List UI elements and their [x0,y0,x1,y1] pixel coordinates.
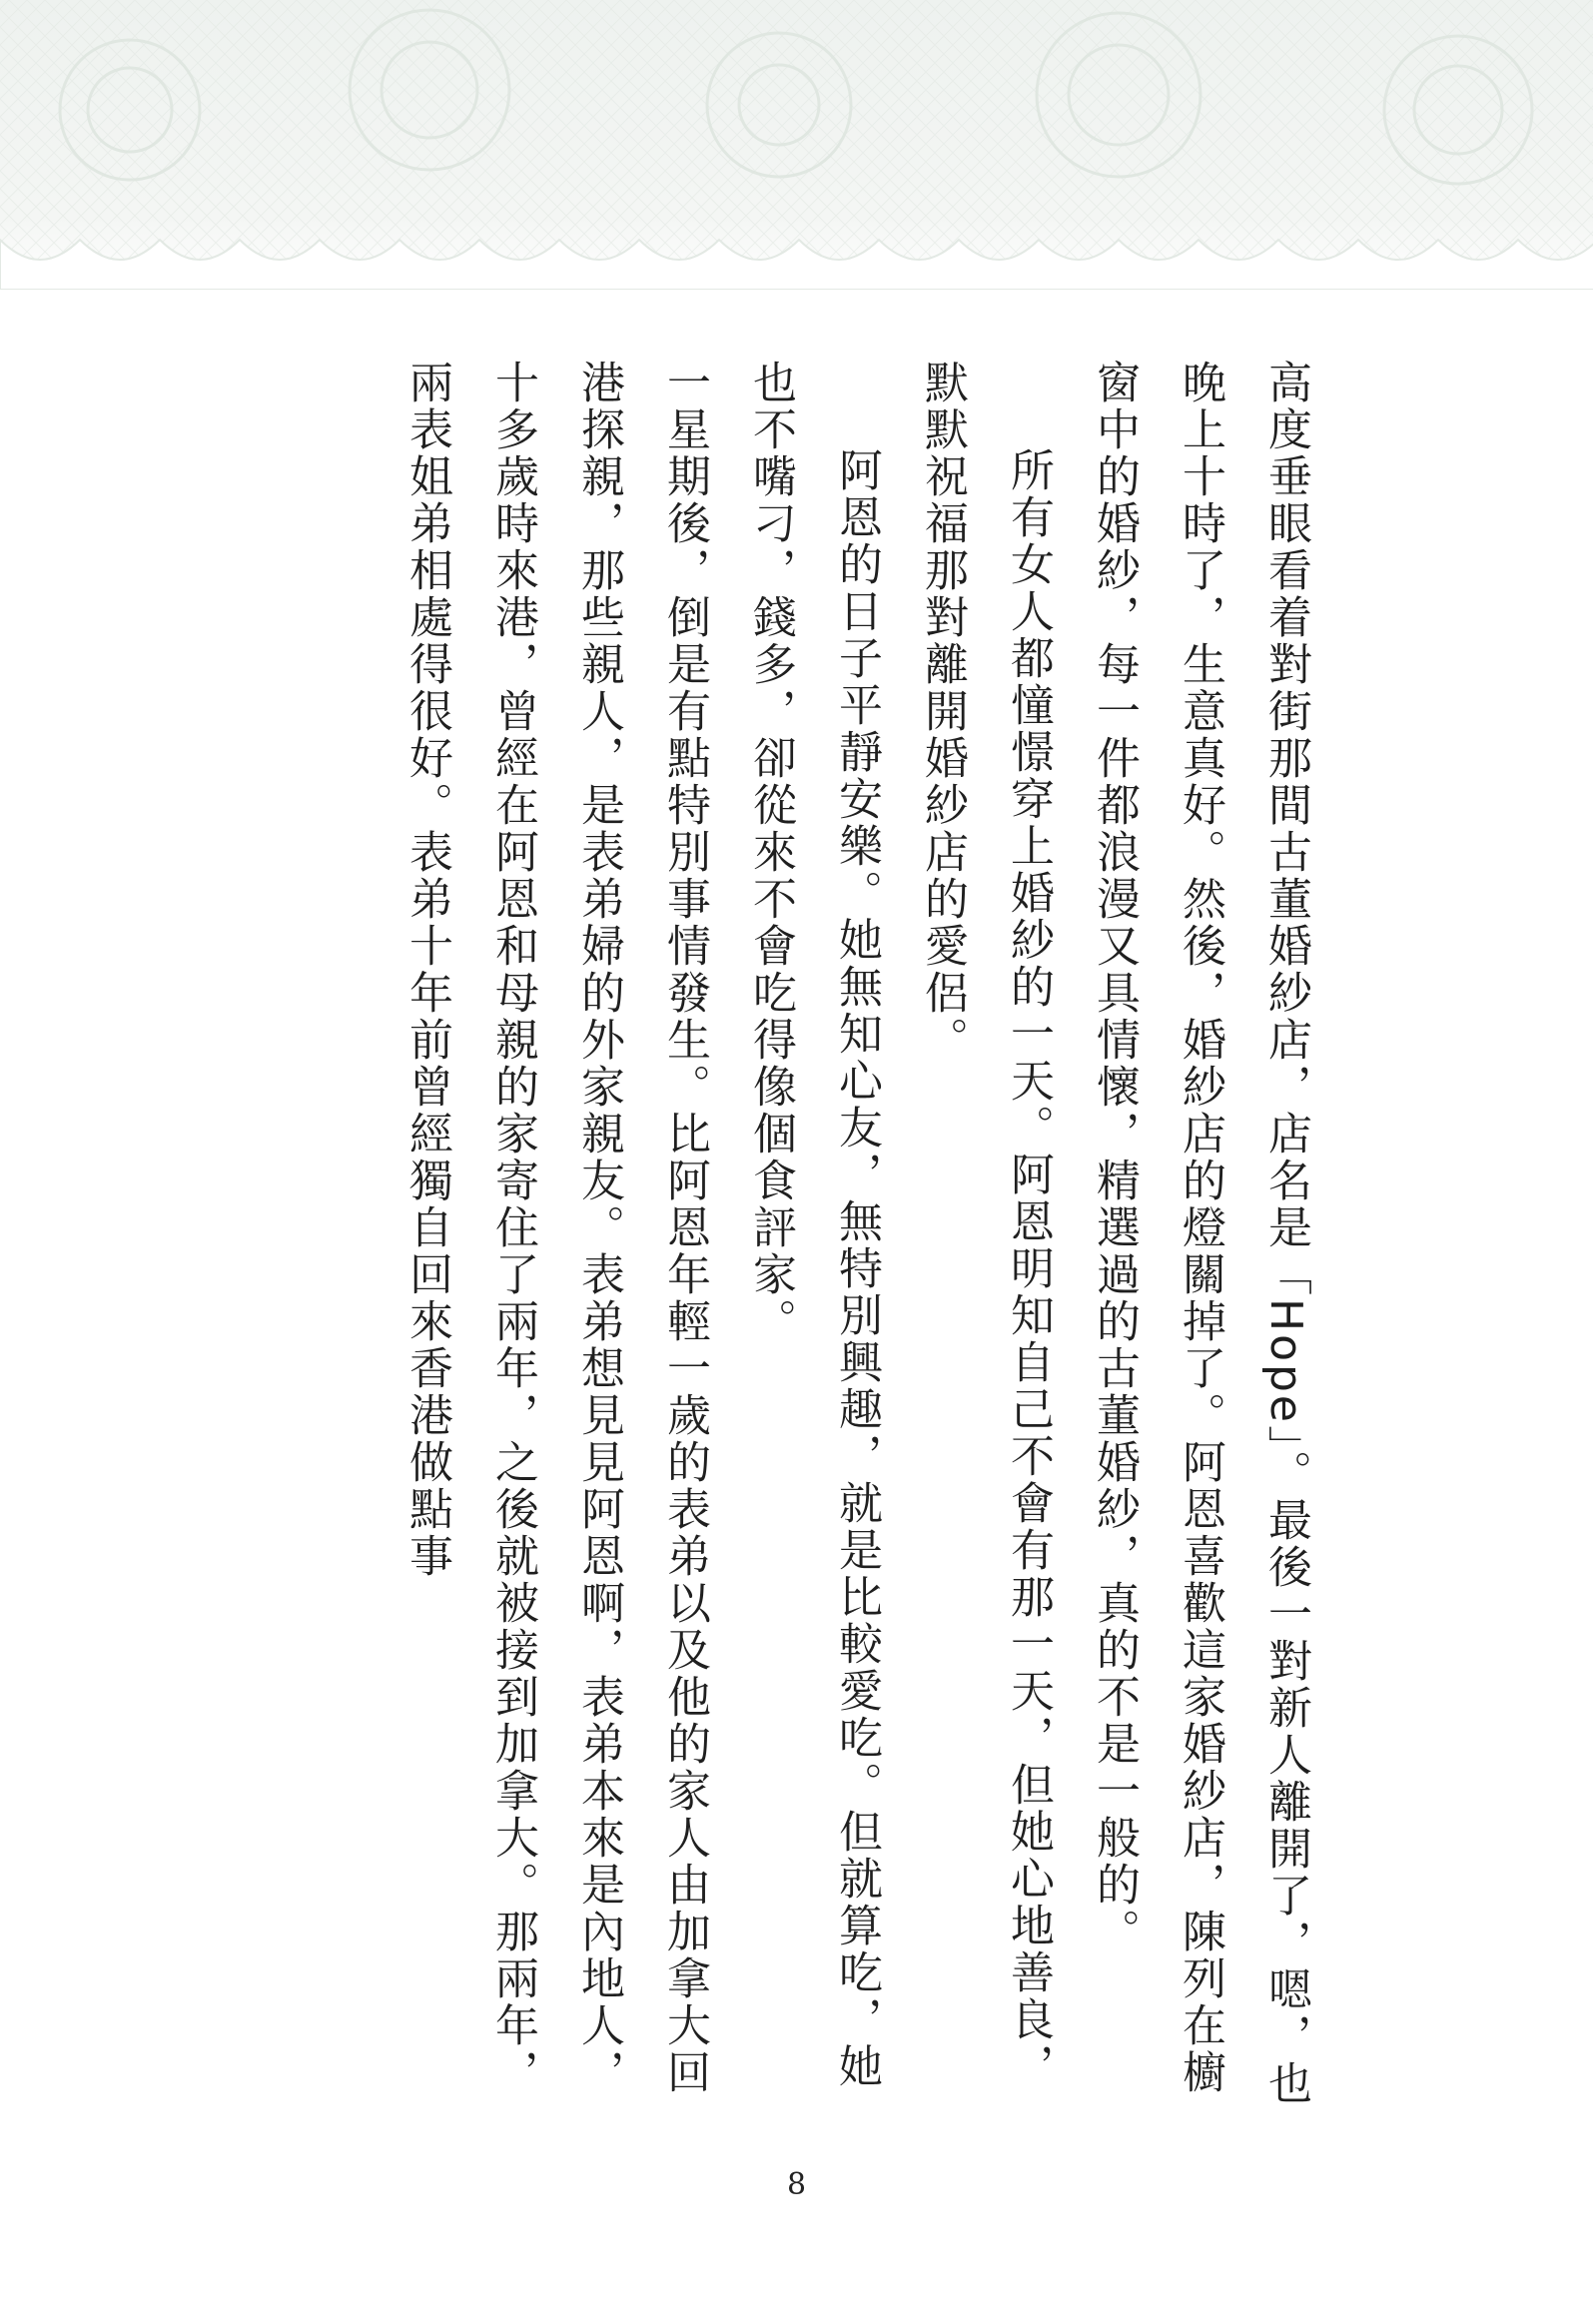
body-text-area [310,360,1328,2117]
paragraph-2: 所有女人都憧憬穿上婚紗的一天。阿恩明知自己不會有那一天，但她心地善良，默默祝福那對離開婚紗店的愛侶。 [917,360,1054,2090]
paragraph-4: 一星期後，倒是有點特別事情發生。比阿恩年輕一歲的表弟以及他的家人由加拿大回港探親，那些親人，是表弟婦的外家親友。表弟想見見阿恩啊，表弟本來是內地人，十多歲時來港，曾經在阿恩和母親的家寄住了兩年，之後就被接到加拿大。那兩年，兩表姐弟相處得很好。表弟十年前曾經獨自回來香港做點事 [401,360,710,2096]
page-number: 8 [786,2167,807,2202]
decorative-lace-header [0,0,1593,290]
vertical-body-text [310,360,1328,2117]
paragraph-1: 高度垂眼看着對街那間古董婚紗店，店名是「Hope」。最後一對新人離開了，嗯，也晚上十時了，生意真好。然後，婚紗店的燈關掉了。阿恩喜歡這家婚紗店，陳列在櫥窗中的婚紗，每一件都浪漫又具情懷，精選過的古董婚紗，真的不是一般的。 [1089,360,1311,2108]
paragraph-3: 阿恩的日子平靜安樂。她無知心友，無特別興趣，就是比較愛吃。但就算吃，她也不嘴刁，錢多，卻從來不會吃得像個食評家。 [745,360,882,2090]
